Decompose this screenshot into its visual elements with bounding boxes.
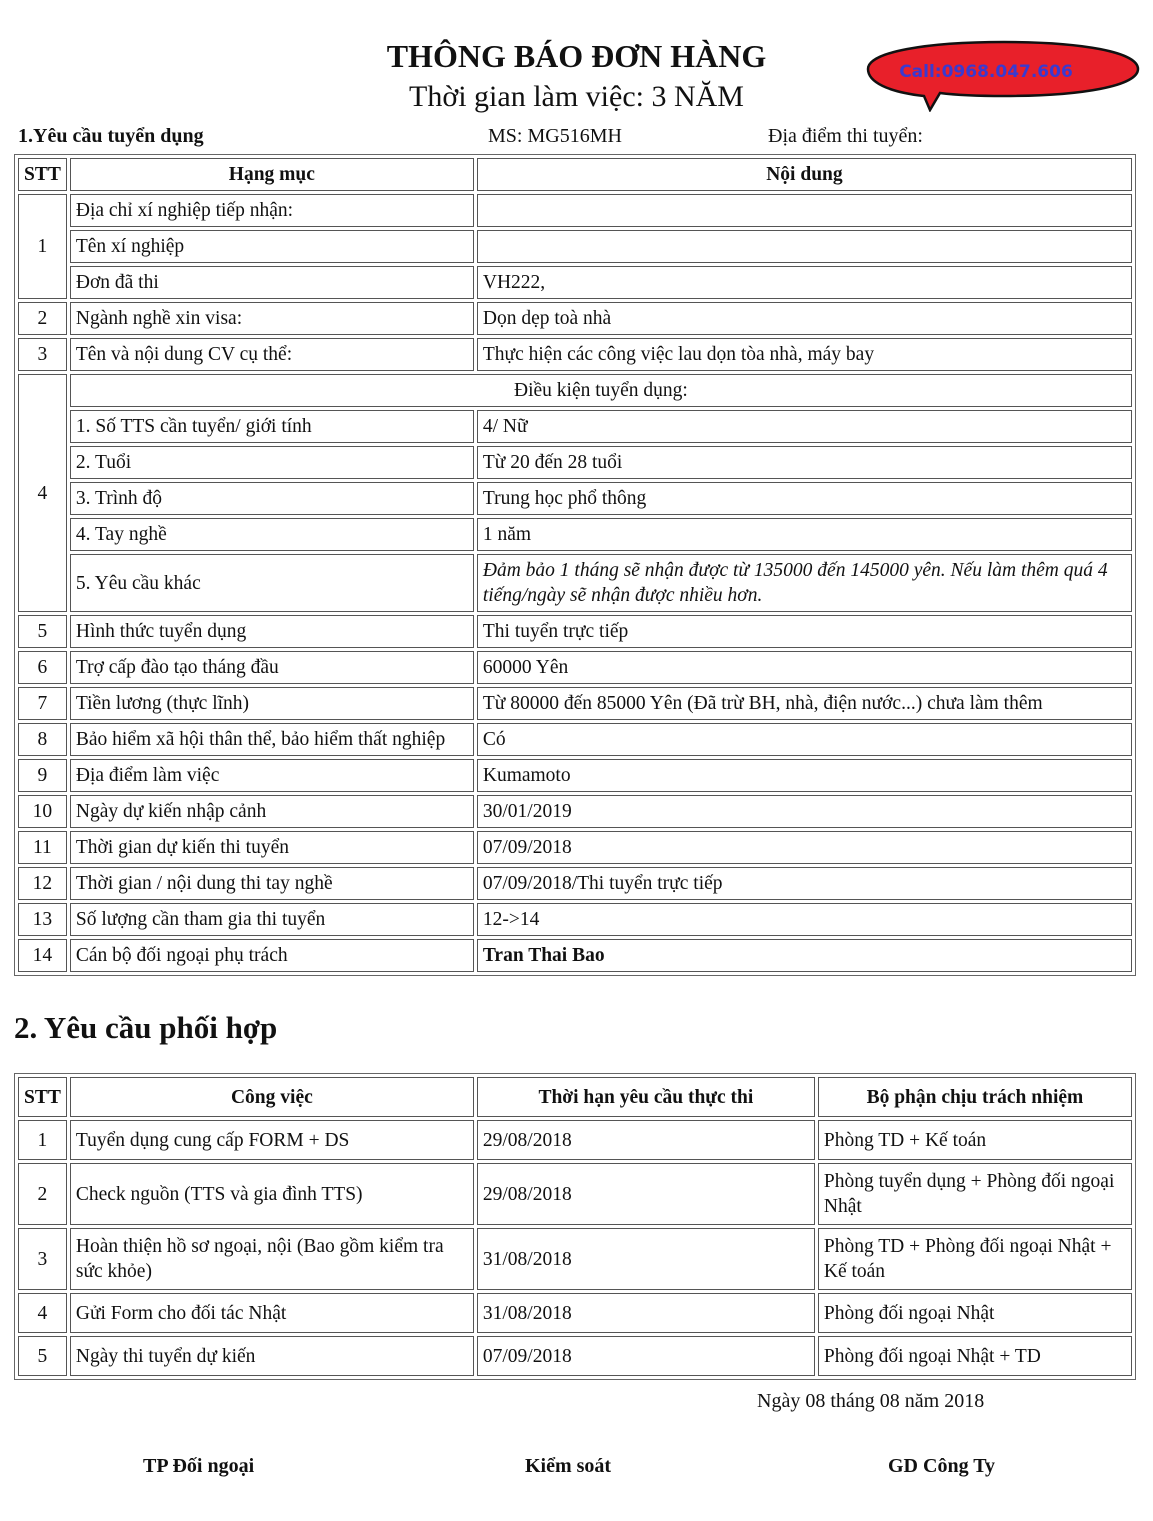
row-stt: 2 — [18, 302, 67, 335]
row-stt: 5 — [18, 615, 67, 648]
requirements-table — [14, 154, 1136, 976]
table-row — [18, 266, 1132, 299]
row-content: Tran Thai Bao — [477, 939, 1132, 972]
table-row — [18, 831, 1132, 864]
row-stt: 11 — [18, 831, 67, 864]
row-stt: 4 — [18, 374, 67, 612]
row-item: 4. Tay nghề — [70, 518, 474, 551]
table-row — [18, 482, 1132, 515]
row-task: Ngày thi tuyển dự kiến — [70, 1336, 474, 1376]
row-item: Địa điểm làm việc — [70, 759, 474, 792]
signature-foreign-affairs: TP Đối ngoại — [143, 1455, 255, 1477]
call-phone-text: Call:0968.047.606 — [899, 62, 1073, 82]
row-stt: 6 — [18, 651, 67, 684]
row-item: Ngành nghề xin visa: — [70, 302, 474, 335]
row-content: Đảm bảo 1 tháng sẽ nhận được từ 135000 đến 145000 yên. Nếu làm thêm quá 4 tiếng/ngày sẽ nhận được nhiều hơn. — [477, 554, 1132, 612]
table-row — [18, 446, 1132, 479]
table-row — [18, 867, 1132, 900]
row-content: 07/09/2018/Thi tuyển trực tiếp — [477, 867, 1132, 900]
row-deadline: 07/09/2018 — [477, 1336, 815, 1376]
row-deadline: 31/08/2018 — [477, 1228, 815, 1290]
row-content: 4/ Nữ — [477, 410, 1132, 443]
table-row — [18, 615, 1132, 648]
header-stt: STT — [18, 158, 67, 191]
table-row — [18, 1228, 1132, 1290]
row-item: Tên xí nghiệp — [70, 230, 474, 263]
section1-heading: 1.Yêu cầu tuyển dụng — [18, 125, 204, 147]
table-row — [18, 903, 1132, 936]
row-item: Hình thức tuyển dụng — [70, 615, 474, 648]
row-content: 30/01/2019 — [477, 795, 1132, 828]
row-stt: 1 — [18, 194, 67, 299]
row-task: Tuyển dụng cung cấp FORM + DS — [70, 1120, 474, 1160]
row-stt: 2 — [18, 1163, 67, 1225]
row-department: Phòng TD + Phòng đối ngoại Nhật + Kế toán — [818, 1228, 1132, 1290]
row-stt: 3 — [18, 338, 67, 371]
row-content: VH222, — [477, 266, 1132, 299]
table-row — [18, 230, 1132, 263]
row-content: Trung học phổ thông — [477, 482, 1132, 515]
row-stt: 4 — [18, 1293, 67, 1333]
row-department: Phòng đối ngoại Nhật — [818, 1293, 1132, 1333]
row-content: 12->14 — [477, 903, 1132, 936]
header-department: Bộ phận chịu trách nhiệm — [818, 1077, 1132, 1117]
exam-location-label: Địa điểm thi tuyển: — [768, 125, 923, 147]
row-item: Ngày dự kiến nhập cảnh — [70, 795, 474, 828]
row-item: 3. Trình độ — [70, 482, 474, 515]
table-row — [18, 1163, 1132, 1225]
table-row — [18, 518, 1132, 551]
table-row — [18, 795, 1132, 828]
row-department: Phòng đối ngoại Nhật + TD — [818, 1336, 1132, 1376]
header-item: Hạng mục — [70, 158, 474, 191]
row-item: Thời gian dự kiến thi tuyển — [70, 831, 474, 864]
row-content: Từ 80000 đến 85000 Yên (Đã trừ BH, nhà, điện nước...) chưa làm thêm — [477, 687, 1132, 720]
row-item: Tên và nội dung CV cụ thể: — [70, 338, 474, 371]
row-deadline: 31/08/2018 — [477, 1293, 815, 1333]
table-row — [18, 410, 1132, 443]
row-department: Phòng TD + Kế toán — [818, 1120, 1132, 1160]
row-item: 1. Số TTS cần tuyển/ giới tính — [70, 410, 474, 443]
row-department: Phòng tuyển dụng + Phòng đối ngoại Nhật — [818, 1163, 1132, 1225]
row-content: 60000 Yên — [477, 651, 1132, 684]
row-item: Cán bộ đối ngoại phụ trách — [70, 939, 474, 972]
table-row — [18, 338, 1132, 371]
header-task: Công việc — [70, 1077, 474, 1117]
table-row — [18, 651, 1132, 684]
signature-director: GD Công Ty — [888, 1455, 996, 1477]
row-deadline: 29/08/2018 — [477, 1120, 815, 1160]
header-stt: STT — [18, 1077, 67, 1117]
table-row — [18, 687, 1132, 720]
table-header-row — [18, 1077, 1132, 1117]
table-row — [18, 1293, 1132, 1333]
table-row — [18, 554, 1132, 612]
row-content: Có — [477, 723, 1132, 756]
row-task: Hoàn thiện hồ sơ ngoại, nội (Bao gồm kiểm tra sức khỏe) — [70, 1228, 474, 1290]
row-content: Kumamoto — [477, 759, 1132, 792]
call-bubble — [866, 40, 1146, 112]
row-content: 1 năm — [477, 518, 1132, 551]
document-subtitle: Thời gian làm việc: 3 NĂM — [409, 80, 744, 113]
row-stt: 5 — [18, 1336, 67, 1376]
order-code: MS: MG516MH — [488, 125, 622, 147]
row-content: Dọn dẹp toà nhà — [477, 302, 1132, 335]
section2-heading: 2. Yêu cầu phối hợp — [14, 1010, 278, 1045]
table-row — [18, 759, 1132, 792]
row-content: Thực hiện các công việc lau dọn tòa nhà, máy bay — [477, 338, 1132, 371]
row-item: 2. Tuổi — [70, 446, 474, 479]
table-row — [18, 374, 1132, 407]
header-deadline: Thời hạn yêu cầu thực thi — [477, 1077, 815, 1117]
coordination-table — [14, 1073, 1136, 1380]
row-item: Địa chỉ xí nghiệp tiếp nhận: — [70, 194, 474, 227]
row-stt: 3 — [18, 1228, 67, 1290]
row-stt: 8 — [18, 723, 67, 756]
row-stt: 10 — [18, 795, 67, 828]
table-row — [18, 939, 1132, 972]
table-row — [18, 194, 1132, 227]
row-task: Gửi Form cho đối tác Nhật — [70, 1293, 474, 1333]
row-stt: 7 — [18, 687, 67, 720]
row-content — [477, 230, 1132, 263]
row-item: Bảo hiểm xã hội thân thể, bảo hiểm thất nghiệp — [70, 723, 474, 756]
document-title: THÔNG BÁO ĐƠN HÀNG — [386, 38, 767, 74]
signature-control: Kiểm soát — [525, 1455, 612, 1477]
row-item: Tiền lương (thực lĩnh) — [70, 687, 474, 720]
row-stt: 12 — [18, 867, 67, 900]
row-item: 5. Yêu cầu khác — [70, 554, 474, 612]
table-row — [18, 1120, 1132, 1160]
row-stt: 14 — [18, 939, 67, 972]
row-content: Từ 20 đến 28 tuổi — [477, 446, 1132, 479]
row-item: Đơn đã thi — [70, 266, 474, 299]
row-stt: 9 — [18, 759, 67, 792]
row-stt: 13 — [18, 903, 67, 936]
row-stt: 1 — [18, 1120, 67, 1160]
table-row — [18, 302, 1132, 335]
row-content: Thi tuyển trực tiếp — [477, 615, 1132, 648]
header-content: Nội dung — [477, 158, 1132, 191]
row-item: Thời gian / nội dung thi tay nghề — [70, 867, 474, 900]
table-row — [18, 723, 1132, 756]
recruitment-conditions-heading: Điều kiện tuyển dụng: — [70, 374, 1132, 407]
row-item: Trợ cấp đào tạo tháng đầu — [70, 651, 474, 684]
row-content: 07/09/2018 — [477, 831, 1132, 864]
row-item: Số lượng cần tham gia thi tuyển — [70, 903, 474, 936]
row-task: Check nguồn (TTS và gia đình TTS) — [70, 1163, 474, 1225]
row-deadline: 29/08/2018 — [477, 1163, 815, 1225]
table-row — [18, 1336, 1132, 1376]
table-header-row — [18, 158, 1132, 191]
row-content — [477, 194, 1132, 227]
document-date: Ngày 08 tháng 08 năm 2018 — [757, 1390, 985, 1412]
